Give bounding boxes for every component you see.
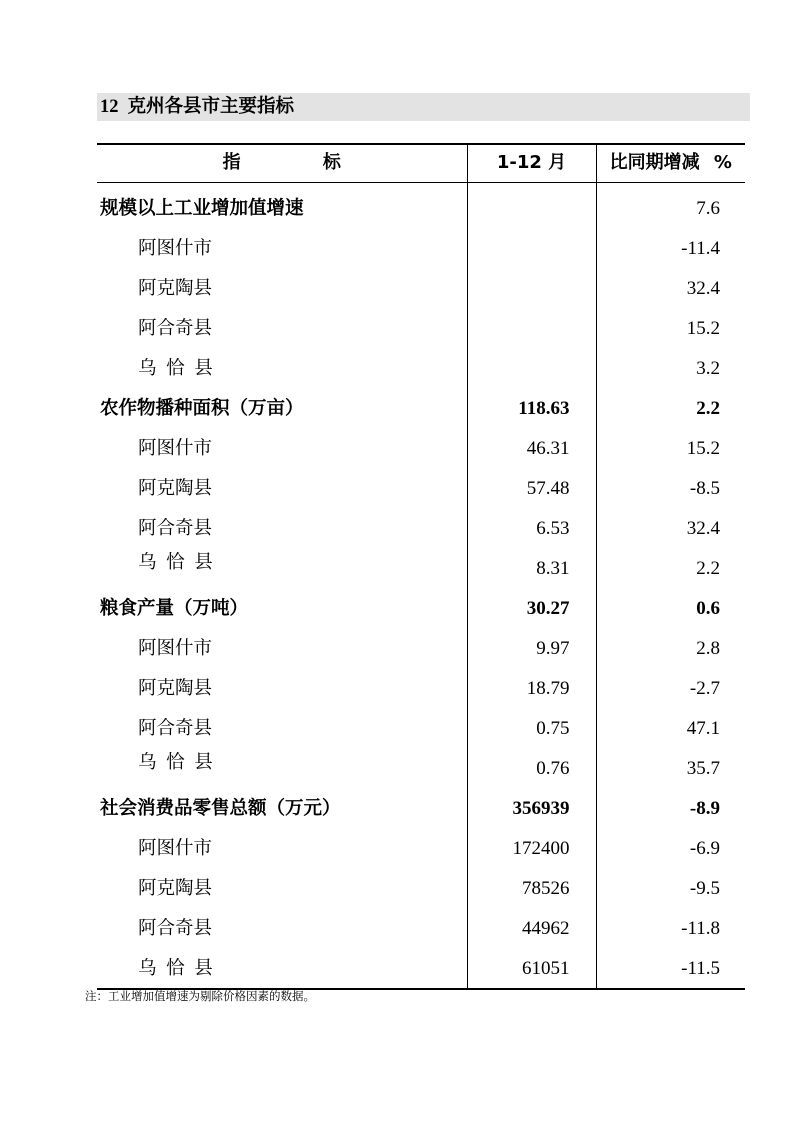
period-value <box>467 349 596 389</box>
period-value: 118.63 <box>467 389 596 429</box>
county-row <box>97 909 745 949</box>
period-value: 8.31 <box>467 549 596 589</box>
change-value: 3.2 <box>696 358 720 379</box>
change-value: -2.7 <box>689 678 720 699</box>
row-label: 阿图什市 <box>97 429 467 469</box>
row-label: 阿图什市 <box>97 629 467 669</box>
table-body <box>97 182 745 989</box>
header-row <box>97 144 745 182</box>
change-value: 15.2 <box>686 318 720 339</box>
row-label: 阿合奇县 <box>97 709 467 749</box>
row-label: 规模以上工业增加值增速 <box>97 182 467 229</box>
period-value <box>467 229 596 269</box>
indicators-table <box>97 143 745 990</box>
county-row <box>97 469 745 509</box>
county-row <box>97 949 745 989</box>
period-value: 172400 <box>467 829 596 869</box>
period-value: 61051 <box>467 949 596 989</box>
table-header <box>97 144 745 182</box>
county-row <box>97 749 745 789</box>
change-value: 15.2 <box>686 438 720 459</box>
period-value: 0.75 <box>467 709 596 749</box>
row-label: 阿克陶县 <box>97 669 467 709</box>
table-number: 12 <box>100 97 119 117</box>
row-label: 阿合奇县 <box>97 509 467 549</box>
indicator-row <box>97 589 745 629</box>
change-value: 32.4 <box>686 278 720 299</box>
change-value: -8.5 <box>689 478 720 499</box>
period-value: 44962 <box>467 909 596 949</box>
change-value: 35.7 <box>686 758 720 779</box>
county-row <box>97 669 745 709</box>
county-row <box>97 429 745 469</box>
row-label: 阿克陶县 <box>97 469 467 509</box>
change-value: -11.4 <box>681 238 720 259</box>
county-row <box>97 269 745 309</box>
change-value: -8.9 <box>689 798 720 819</box>
indicator-row <box>97 789 745 829</box>
county-row <box>97 349 745 389</box>
period-value: 78526 <box>467 869 596 909</box>
period-value: 9.97 <box>467 629 596 669</box>
period-value: 356939 <box>467 789 596 829</box>
change-value: -9.5 <box>689 878 720 899</box>
period-value: 57.48 <box>467 469 596 509</box>
period-value: 6.53 <box>467 509 596 549</box>
page-title <box>100 93 294 121</box>
row-label: 粮食产量（万吨） <box>97 589 467 629</box>
change-value: 2.2 <box>696 398 720 419</box>
county-row <box>97 229 745 269</box>
change-value: 7.6 <box>696 198 720 220</box>
period-value <box>467 309 596 349</box>
row-label: 农作物播种面积（万亩） <box>97 389 467 429</box>
county-row <box>97 549 745 589</box>
change-value: -6.9 <box>689 838 720 859</box>
change-value: 2.2 <box>696 558 720 579</box>
change-value: 32.4 <box>686 518 720 539</box>
row-label: 乌 恰 县 <box>97 349 467 389</box>
indicator-row <box>97 182 745 229</box>
county-row <box>97 829 745 869</box>
header-period: 1-12 月 <box>467 144 596 182</box>
header-indicator: 指 标 <box>97 144 467 182</box>
period-value: 0.76 <box>467 749 596 789</box>
table-title: 克州各县市主要指标 <box>127 96 295 117</box>
row-label: 阿图什市 <box>97 229 467 269</box>
row-label: 乌 恰 县 <box>97 749 467 789</box>
county-row <box>97 509 745 549</box>
row-label: 乌 恰 县 <box>97 549 467 589</box>
row-label: 阿合奇县 <box>97 309 467 349</box>
county-row <box>97 869 745 909</box>
footnote: 注：工业增加值增速为剔除价格因素的数据。 <box>85 991 315 1003</box>
change-value: -11.5 <box>681 957 720 979</box>
change-value: 47.1 <box>686 718 720 739</box>
change-value: 2.8 <box>696 638 720 659</box>
header-change: 比同期增减 % <box>596 144 745 182</box>
row-label: 社会消费品零售总额（万元） <box>97 789 467 829</box>
period-value <box>467 269 596 309</box>
change-value: 0.6 <box>696 598 720 619</box>
county-row <box>97 629 745 669</box>
county-row <box>97 309 745 349</box>
period-value: 46.31 <box>467 429 596 469</box>
period-value: 18.79 <box>467 669 596 709</box>
indicator-row <box>97 389 745 429</box>
row-label: 阿合奇县 <box>97 909 467 949</box>
row-label: 乌 恰 县 <box>97 949 467 989</box>
row-label: 阿克陶县 <box>97 269 467 309</box>
change-value: -11.8 <box>681 918 720 939</box>
period-value: 30.27 <box>467 589 596 629</box>
row-label: 阿克陶县 <box>97 869 467 909</box>
county-row <box>97 709 745 749</box>
row-label: 阿图什市 <box>97 829 467 869</box>
period-value <box>467 182 596 229</box>
title-bar <box>97 93 750 121</box>
